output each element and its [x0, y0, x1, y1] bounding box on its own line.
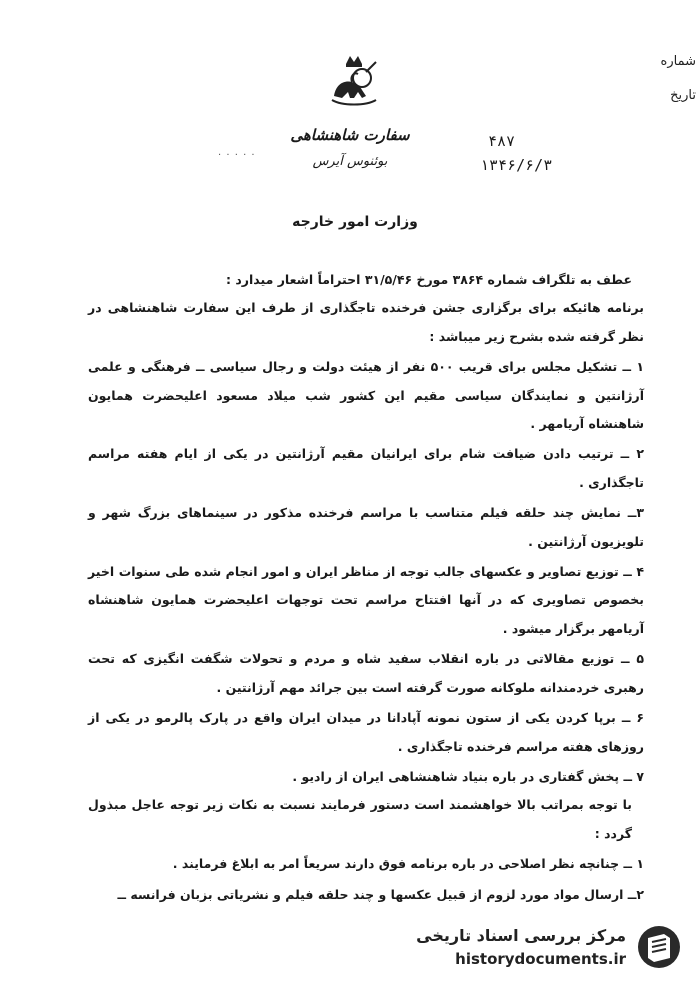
- opening-line: عطف به تلگراف شماره ۳۸۶۴ مورخ ۳۱/۵/۴۶ احتراماً اشعار میدارد :: [226, 272, 632, 287]
- watermark-title: مرکز بررسی اسناد تاریخی: [416, 926, 626, 945]
- watermark-url: historydocuments.ir: [455, 950, 626, 968]
- recipient-heading: وزارت امور خارجه: [292, 214, 418, 230]
- archive-watermark: [412, 920, 688, 974]
- letter-body: [88, 266, 644, 909]
- letterhead-embassy-name: سفارت شاهنشاهی: [290, 126, 410, 144]
- lion-and-sun-emblem-icon: [326, 52, 382, 110]
- program-item-7: ۷ ــ پخش گفتاری در باره بنیاد شاهنشاهی ایران از رادیو .: [292, 768, 644, 784]
- request-item-2: ۲ــ ارسال مواد مورد لزوم از قبیل عکسها و چند حلقه فیلم و نشریاتی بزبان فرانسه ــ: [117, 886, 644, 902]
- program-item-2: ۲ ــ ترتیب دادن ضیافت شام برای ایرانیان مقیم آرژانتین در یکی از ایام هفته مراسم تاجگذاری .: [88, 446, 644, 490]
- program-item-3: ۳ــ نمایش چند حلقه فیلم متناسب با مراسم فرخنده مذکور در سینماهای بزرگ شهر و تلویزیون آرژانتین .: [88, 505, 644, 549]
- decorative-dots: · · · · ·: [218, 150, 256, 161]
- request-paragraph: با توجه بمراتب بالا خواهشمند است دستور فرمایند نسبت به نکات زیر توجه عاجل مبذول گردد :: [88, 797, 632, 841]
- reference-date: ۱۳۴۶/۶/۳: [480, 156, 553, 174]
- letterhead-city: بوئنوس آیرس: [312, 154, 388, 169]
- program-item-4: ۴ ــ توزیع تصاویر و عکسهای جالب توجه از مناظر ایران و امور انجام شده طی سنوات اخیر بخصوص تصاویری که در آنها افتتاح مراسم تحت توجهات اعلیحضرت همایون شاهنشاه آریامهر برگزار میشود .: [88, 564, 644, 636]
- margin-number-label: شماره: [660, 54, 696, 69]
- reference-number: ۴۸۷: [488, 132, 516, 150]
- archive-logo-icon: [636, 924, 682, 970]
- program-item-1: ۱ ــ تشکیل مجلس برای قریب ۵۰۰ نفر از هیئت دولت و رجال سیاسی ــ فرهنگی و علمی آرژانتین و نمایندگان سیاسی مقیم این کشور شب میلاد مسعود اعلیحضرت همایون شاهنشاه آریامهر .: [88, 359, 645, 432]
- program-item-5: ۵ ــ توزیع مقالاتی در باره انقلاب سفید شاه و مردم و تحولات شگفت انگیزی که تحت رهبری خردمندانه ملوکانه صورت گرفته است بین جرائد مهم آرژانتین .: [88, 651, 644, 695]
- program-item-6: ۶ ــ برپا کردن یکی از ستون نمونه آپادانا در میدان ایران واقع در پارک پالرمو در یکی از روزهای هفته مراسم فرخنده تاجگذاری .: [88, 710, 644, 754]
- margin-date-label: تاریخ: [670, 88, 696, 103]
- request-item-1: ۱ ــ چنانچه نظر اصلاحی در باره برنامه فوق دارند سریعاً امر به ابلاغ فرمایند .: [172, 856, 644, 872]
- embassy-letterhead: [290, 126, 410, 169]
- intro-paragraph: برنامه هائیکه برای برگزاری جشن فرخنده تاجگذاری از طرف این سفارت شاهنشاهی در نظر گرفته شده بشرح زیر میباشد :: [88, 300, 644, 344]
